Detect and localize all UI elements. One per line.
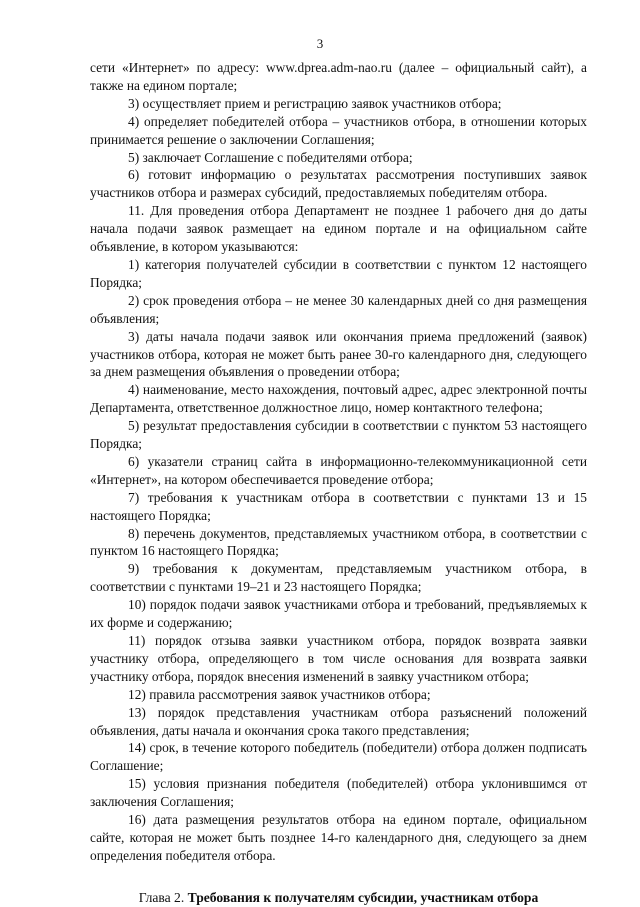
- paragraph-continuation: сети «Интернет» по адресу: www.dpreа.adm-nao.ru (далее – официальный сайт), а также на едином портале;: [90, 60, 587, 93]
- subitem-14: 14) срок, в течение которого победитель (победители) отбора должен подписать Соглашение;: [90, 740, 587, 774]
- subitem-15: 15) условия признания победителя (победителей) отбора уклонившимся от заключения Соглашения;: [90, 776, 587, 810]
- subitem-12: 12) правила рассмотрения заявок участников отбора;: [128, 686, 431, 702]
- list-item-3: 3) осуществляет прием и регистрацию заявок участников отбора;: [128, 95, 502, 111]
- chapter-heading-title: Требования к получателям субсидии, участникам отбора: [187, 889, 539, 905]
- list-item-4: 4) определяет победителей отбора – участников отбора, в отношении которых принимается решение о заключении Соглашения;: [90, 113, 587, 147]
- page-number: 3: [316, 36, 324, 51]
- list-item-6: 6) готовит информацию о результатах рассмотрения поступивших заявок участников отбора и размерах субсидий, предоставляемых победителям отбора.: [90, 167, 587, 201]
- subitem-16: 16) дата размещения результатов отбора на едином портале, официальном сайте, которая не может быть позднее 14-го календарного дня, следующего за днем определения победителя отбора.: [90, 812, 587, 863]
- subitem-10: 10) порядок подачи заявок участниками отбора и требований, предъявляемых к их форме и содержанию;: [90, 597, 587, 631]
- subitem-7: 7) требования к участникам отбора в соответствии с пунктами 13 и 15 настоящего Порядка;: [90, 489, 587, 523]
- subitem-1: 1) категория получателей субсидии в соответствии с пунктом 12 настоящего Порядка;: [90, 256, 587, 290]
- subitem-9: 9) требования к документам, представляемым участником отбора, в соответствии с пунктами 19–21 и 23 настоящего Порядка;: [90, 561, 587, 595]
- subitem-11: 11) порядок отзыва заявки участником отбора, порядок возврата заявки участнику отбора, определяющего в том числе основания для возврата заявки участнику отбора, порядок внесения изменений в заявку участником отбора;: [90, 633, 587, 684]
- subitem-13: 13) порядок представления участникам отбора разъяснений положений объявления, даты начала и окончания срока такого представления;: [90, 704, 587, 738]
- document-body: [90, 59, 587, 907]
- subitem-8: 8) перечень документов, представляемых участником отбора, в соответствии с пунктом 16 настоящего Порядка;: [90, 525, 587, 559]
- subitem-2: 2) срок проведения отбора – не менее 30 календарных дней со дня размещения объявления;: [90, 292, 587, 326]
- list-item-5: 5) заключает Соглашение с победителями отбора;: [128, 149, 413, 165]
- chapter-heading-prefix: Глава 2.: [138, 889, 188, 905]
- subitem-3: 3) даты начала подачи заявок или окончания приема предложений (заявок) участников отбора, которая не может быть ранее 30-го календарного дня, следующего за днем размещения объявления о проведении отбора;: [90, 328, 587, 380]
- subitem-4: 4) наименование, место нахождения, почтовый адрес, адрес электронной почты Департамента, ответственное должностное лицо, номер контактного телефона;: [90, 382, 587, 416]
- clause-11: 11. Для проведения отбора Департамент не позднее 1 рабочего дня до даты начала подачи заявок размещает на едином портале и на официальном сайте объявление, в котором указываются:: [90, 203, 587, 255]
- chapter-heading: [90, 889, 587, 907]
- subitem-5: 5) результат предоставления субсидии в соответствии с пунктом 53 настоящего Порядка;: [90, 418, 587, 452]
- subitem-6: 6) указатели страниц сайта в информационно-телекоммуникационной сети «Интернет», на котором обеспечивается проведение отбора;: [90, 453, 587, 487]
